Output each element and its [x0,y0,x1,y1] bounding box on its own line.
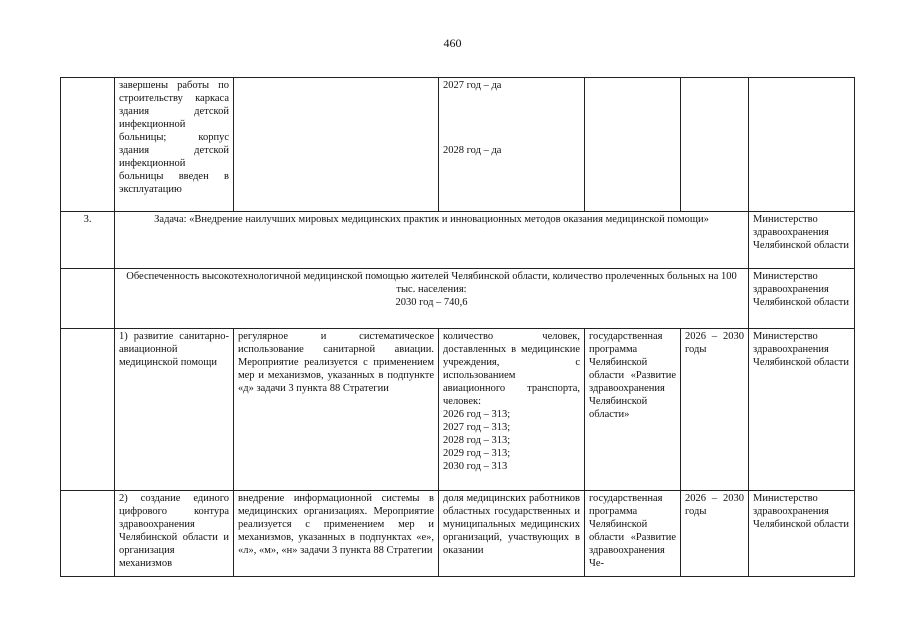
task-3-responsible: Министерство здравоохранения Челябинской области [749,212,855,269]
period-cell-empty [681,78,749,212]
page-number: 460 [443,36,462,50]
indicator-responsible: Министерство здравоохранения Челябинской области [749,269,855,329]
measure-1-number-empty [61,329,115,491]
measure-1-value-2026: 2026 год – 313; [443,409,511,420]
continuation-value-2027: 2027 год – да [443,80,502,91]
measure-1-result [439,329,585,491]
measure-2-description: внедрение информационной системы в медицинских организациях. Мероприятие реализуется с применением мер и механизмов, указанных в подпунктах «е», «л», «м», «н» задачи 3 пункта 88 Стратегии [234,491,439,577]
measure-2-name: 2) создание единого цифрового контура здравоохранения Челябинской области и организация механизмов [115,491,234,577]
measure-1-period: 2026 – 2030 годы [681,329,749,491]
indicator-number-empty [61,269,115,329]
indicator-cell [115,269,749,329]
measure-1-value-2027: 2027 год – 313; [443,422,511,433]
measure-1-value-2030: 2030 год – 313 [443,461,508,472]
measure-2-period: 2026 – 2030 годы [681,491,749,577]
measure-2-responsible: Министерство здравоохранения Челябинской области [749,491,855,577]
measure-name-cell [115,78,234,212]
task-3-text: Задача: «Внедрение наилучших мировых медицинских практик и инновационных методов оказания медицинской помощи» [115,212,749,269]
measure-1-responsible: Министерство здравоохранения Челябинской области [749,329,855,491]
description-cell-empty [234,78,439,212]
measure-2-number-empty [61,491,115,577]
measure-1-value-2028: 2028 год – 313; [443,435,511,446]
continuation-value-2028: 2028 год – да [443,145,502,156]
program-cell-empty [585,78,681,212]
measure-2-result: доля медицинских работников областных государственных и муниципальных медицинских организаций, участвующих в оказании [439,491,585,577]
responsible-cell-empty [749,78,855,212]
table-row-measure-1 [61,329,855,491]
table-row-task-3 [61,212,855,269]
measure-2-program: государственная программа Челябинской области «Развитие здравоохранения Че- [585,491,681,577]
indicator-target: 2030 год – 740,6 [395,297,468,308]
table-row-measure-2 [61,491,855,577]
measure-1-name: 1) развитие санитарно-авиационной медицинской помощи [115,329,234,491]
table-row-continuation [61,78,855,212]
result-cell [439,78,585,212]
continuation-measure-text: завершены работы по строительству каркаса здания детской инфекционной больницы; корпус здания детской инфекционной больницы введен в эксплуатацию [119,80,229,195]
strategy-measures-table [60,77,855,577]
measure-1-result-text: количество человек, доставленных в медицинские учреждения, с использованием авиационного транспорта, человек: [443,331,580,407]
task-number: 3. [61,212,115,269]
indicator-text: Обеспеченность высокотехнологичной медицинской помощью жителей Челябинской области, количество пролеченных больных на 100 тыс. населения: [126,271,737,295]
measure-1-program: государственная программа Челябинской области «Развитие здравоохранения Челябинской области» [585,329,681,491]
table-row-indicator [61,269,855,329]
measure-1-value-2029: 2029 год – 313; [443,448,511,459]
measure-1-description: регулярное и систематическое использование санитарной авиации. Мероприятие реализуется с применением мер и механизмов, указанных в подпункте «д» задачи 3 пункта 88 Стратегии [234,329,439,491]
number-cell-empty [61,78,115,212]
